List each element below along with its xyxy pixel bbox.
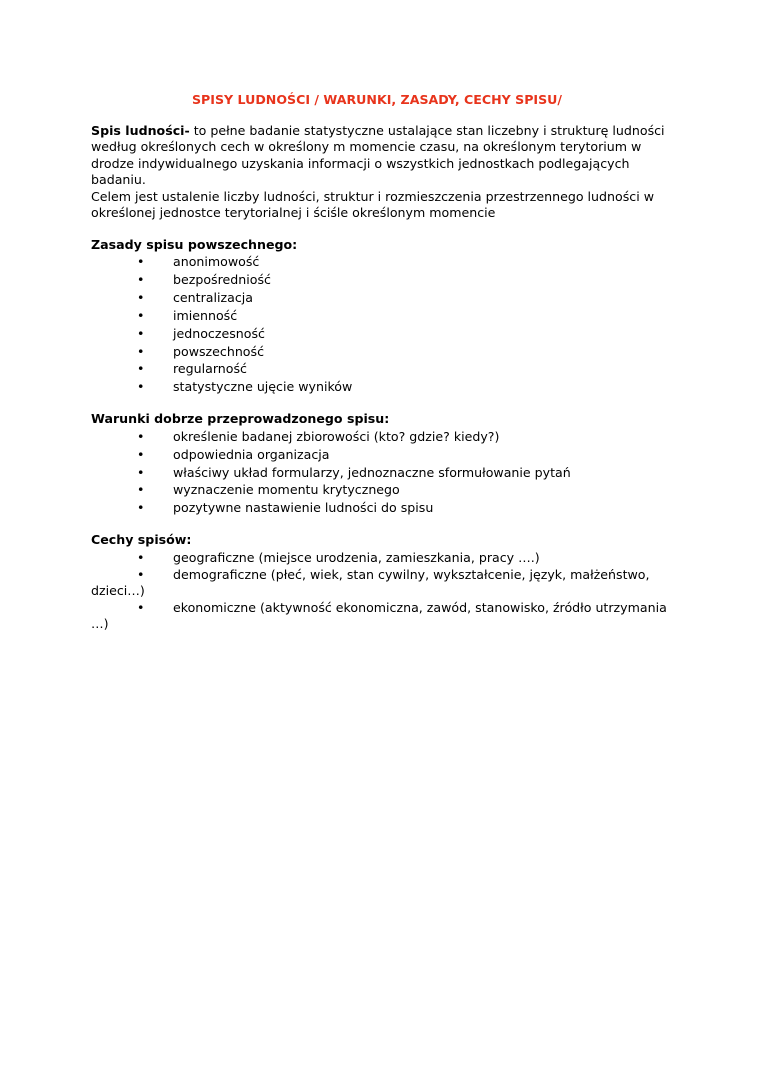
list-item bbox=[91, 343, 671, 361]
list-item bbox=[91, 464, 671, 482]
bullet-icon: • bbox=[137, 464, 145, 480]
goal-paragraph: Celem jest ustalenie liczby ludności, struktur i rozmieszczenia przestrzennego ludności w określonej jednostce terytorialnej i ściśle określonym momencie bbox=[91, 188, 654, 220]
definition-text: to pełne badanie statystyczne ustalające stan liczebny i strukturę ludności według określonych cech w określony m momencie czasu, na określonym terytorium w drodze indywidualnego uzyskania informacji o wszystkich jednostkach podlegających badaniu. bbox=[91, 122, 665, 187]
warunki-heading: Warunki dobrze przeprowadzonego spisu: bbox=[91, 411, 390, 427]
list-item-text: ekonomiczne (aktywność ekonomiczna, zawód, stanowisko, źródło utrzymania …) bbox=[91, 599, 667, 632]
bullet-icon: • bbox=[137, 254, 145, 269]
warunki-list bbox=[91, 428, 671, 518]
list-item-text: regularność bbox=[173, 361, 247, 377]
list-item-text: jednoczesność bbox=[173, 325, 265, 341]
cechy-list bbox=[91, 549, 671, 633]
bullet-icon: • bbox=[137, 482, 145, 498]
bullet-icon: • bbox=[137, 428, 145, 444]
list-item-text: właściwy układ formularzy, jednoznaczne sformułowanie pytań bbox=[173, 464, 571, 480]
list-item bbox=[91, 271, 671, 289]
list-item bbox=[91, 325, 671, 343]
bullet-icon: • bbox=[137, 361, 145, 377]
document-page bbox=[91, 92, 671, 633]
list-item-text: anonimowość bbox=[173, 254, 260, 269]
list-item bbox=[91, 307, 671, 325]
bullet-icon: • bbox=[137, 566, 145, 582]
bullet-icon: • bbox=[137, 307, 145, 323]
list-item-text: imienność bbox=[173, 307, 238, 323]
list-item-text: statystyczne ujęcie wyników bbox=[173, 379, 353, 395]
document-title: SPISY LUDNOŚCI / WARUNKI, ZASADY, CECHY SPISU/ bbox=[191, 92, 563, 107]
list-item-text: geograficzne (miejsce urodzenia, zamieszkania, pracy ….) bbox=[173, 549, 540, 565]
bullet-icon: • bbox=[137, 325, 145, 341]
list-item-text: centralizacja bbox=[173, 289, 253, 305]
list-item-text: bezpośredniość bbox=[173, 271, 271, 287]
bullet-icon: • bbox=[137, 289, 145, 305]
list-item bbox=[91, 428, 671, 446]
list-item-text: określenie badanej zbiorowości (kto? gdzie? kiedy?) bbox=[173, 428, 500, 444]
list-item-text: powszechność bbox=[173, 343, 264, 359]
list-item bbox=[91, 253, 671, 271]
list-item bbox=[91, 378, 671, 396]
definition-paragraph bbox=[91, 123, 671, 189]
list-item bbox=[91, 360, 671, 378]
list-item bbox=[91, 567, 671, 600]
cechy-heading: Cechy spisów: bbox=[91, 532, 192, 548]
list-item bbox=[91, 600, 671, 633]
bullet-icon: • bbox=[137, 379, 145, 395]
definition-term: Spis ludności- bbox=[91, 122, 190, 138]
bullet-icon: • bbox=[137, 343, 145, 359]
list-item-text: wyznaczenie momentu krytycznego bbox=[173, 482, 400, 498]
list-item bbox=[91, 289, 671, 307]
list-item-text: odpowiednia organizacja bbox=[173, 446, 330, 462]
list-item bbox=[91, 481, 671, 499]
list-item-text: pozytywne nastawienie ludności do spisu bbox=[173, 500, 434, 516]
zasady-list bbox=[91, 253, 671, 396]
list-item bbox=[91, 499, 671, 517]
list-item-text: demograficzne (płeć, wiek, stan cywilny, wykształcenie, język, małżeństwo, dzieci…) bbox=[91, 566, 650, 599]
bullet-icon: • bbox=[137, 271, 145, 287]
bullet-icon: • bbox=[137, 500, 145, 516]
bullet-icon: • bbox=[137, 549, 145, 565]
bullet-icon: • bbox=[137, 446, 145, 462]
zasady-heading: Zasady spisu powszechnego: bbox=[91, 236, 298, 252]
bullet-icon: • bbox=[137, 599, 145, 615]
list-item bbox=[91, 549, 671, 567]
list-item bbox=[91, 446, 671, 464]
